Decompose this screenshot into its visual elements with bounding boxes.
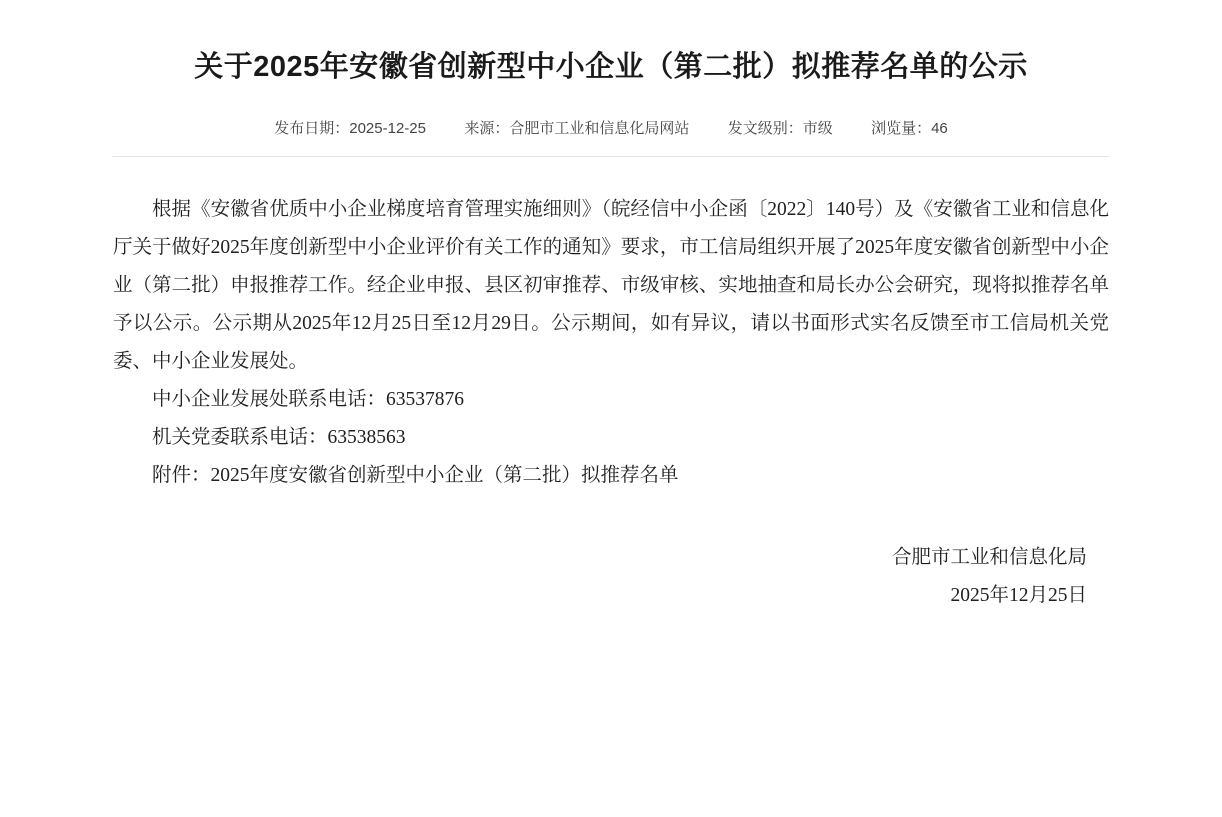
doc-level bbox=[728, 117, 833, 138]
paragraph-contact-sme: 中小企业发展处联系电话：63537876 bbox=[152, 389, 465, 410]
publish-date bbox=[274, 117, 426, 138]
signature-block bbox=[113, 539, 1109, 615]
view-count-value: 46 bbox=[931, 120, 948, 137]
paragraph-attachment: 附件：2025年度安徽省创新型中小企业（第二批）拟推荐名单 bbox=[152, 465, 679, 486]
signature-org: 合肥市工业和信息化局 bbox=[891, 547, 1087, 568]
source bbox=[464, 117, 689, 138]
source-label: 来源： bbox=[464, 120, 510, 137]
publish-date-label: 发布日期： bbox=[274, 120, 350, 137]
paragraph-main: 根据《安徽省优质中小企业梯度培育管理实施细则》（皖经信中小企函〔2022〕140号）及《安徽省工业和信息化厅关于做好2025年度创新型中小企业评价有关工作的通知》要求，市工信局组织开展了2025年度安徽省创新型中小企业（第二批）申报推荐工作。经企业申报、县区初审推荐、市级审核、实地抽查和局长办公会研究，现将拟推荐名单予以公示。公示期从2025年12月25日至12月29日。公示期间，如有异议，请以书面形式实名反馈至市工信局机关党委、中小企业发展处。 bbox=[113, 199, 1109, 372]
doc-level-label: 发文级别： bbox=[727, 120, 803, 137]
doc-level-value: 市级 bbox=[802, 120, 833, 137]
article-container bbox=[113, 0, 1109, 615]
view-count bbox=[871, 117, 948, 138]
article-body bbox=[113, 191, 1109, 495]
article-meta bbox=[113, 117, 1109, 157]
view-count-label: 浏览量： bbox=[871, 120, 932, 137]
page-title: 关于2025年安徽省创新型中小企业（第二批）拟推荐名单的公示 bbox=[194, 51, 1028, 83]
signature-date: 2025年12月25日 bbox=[950, 585, 1087, 606]
source-value: 合肥市工业和信息化局网站 bbox=[509, 120, 690, 137]
paragraph-contact-party: 机关党委联系电话：63538563 bbox=[152, 427, 406, 448]
publish-date-value: 2025-12-25 bbox=[349, 120, 426, 137]
